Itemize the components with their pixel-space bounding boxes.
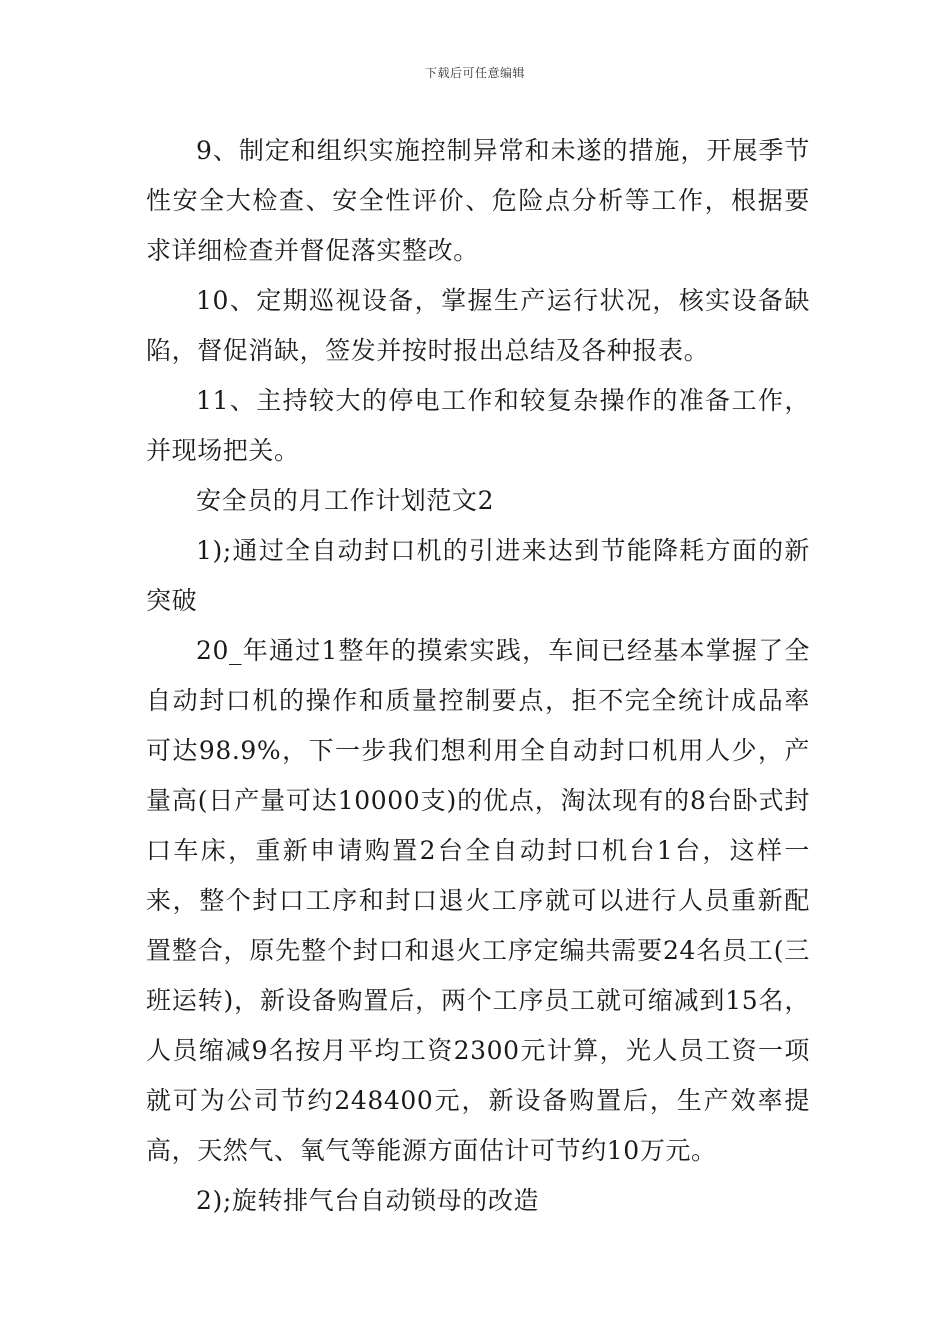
subheading-1: 1);通过全自动封口机的引进来达到节能降耗方面的新突破	[146, 536, 810, 615]
paragraph-body: 20_年通过1整年的摸索实践，车间已经基本掌握了全自动封口机的操作和质量控制要点，拒不完全统计成品率可达98.9%，下一步我们想利用全自动封口机用人少，产量高(日产量可达10000支)的优点，淘汰现有的8台卧式封口车床，重新申请购置2台全自动封口机台1台，这样一来，整个封口工序和封口退火工序就可以进行人员重新配置整合，原先整个封口和退火工序定编共需要24名员工(三班运转)，新设备购置后，两个工序员工就可缩减到15名，人员缩减9名按月平均工资2300元计算，光人员工资一项就可为公司节约248400元，新设备购置后，生产效率提高，天然气、氧气等能源方面估计可节约10万元。	[146, 636, 810, 1165]
paragraph-item-9: 9、制定和组织实施控制异常和未遂的措施，开展季节性安全大检查、安全性评价、危险点分析等工作，根据要求详细检查并督促落实整改。	[146, 136, 810, 265]
document-body	[146, 126, 810, 1226]
section-heading: 安全员的月工作计划范文2	[196, 486, 495, 515]
paragraph-item-11: 11、主持较大的停电工作和较复杂操作的准备工作，并现场把关。	[146, 386, 810, 465]
paragraph-item-10: 10、定期巡视设备，掌握生产运行状况，核实设备缺陷，督促消缺，签发并按时报出总结及各种报表。	[146, 286, 810, 365]
subheading-2: 2);旋转排气台自动锁母的改造	[196, 1186, 540, 1215]
header-note: 下载后可任意编辑	[424, 66, 525, 80]
